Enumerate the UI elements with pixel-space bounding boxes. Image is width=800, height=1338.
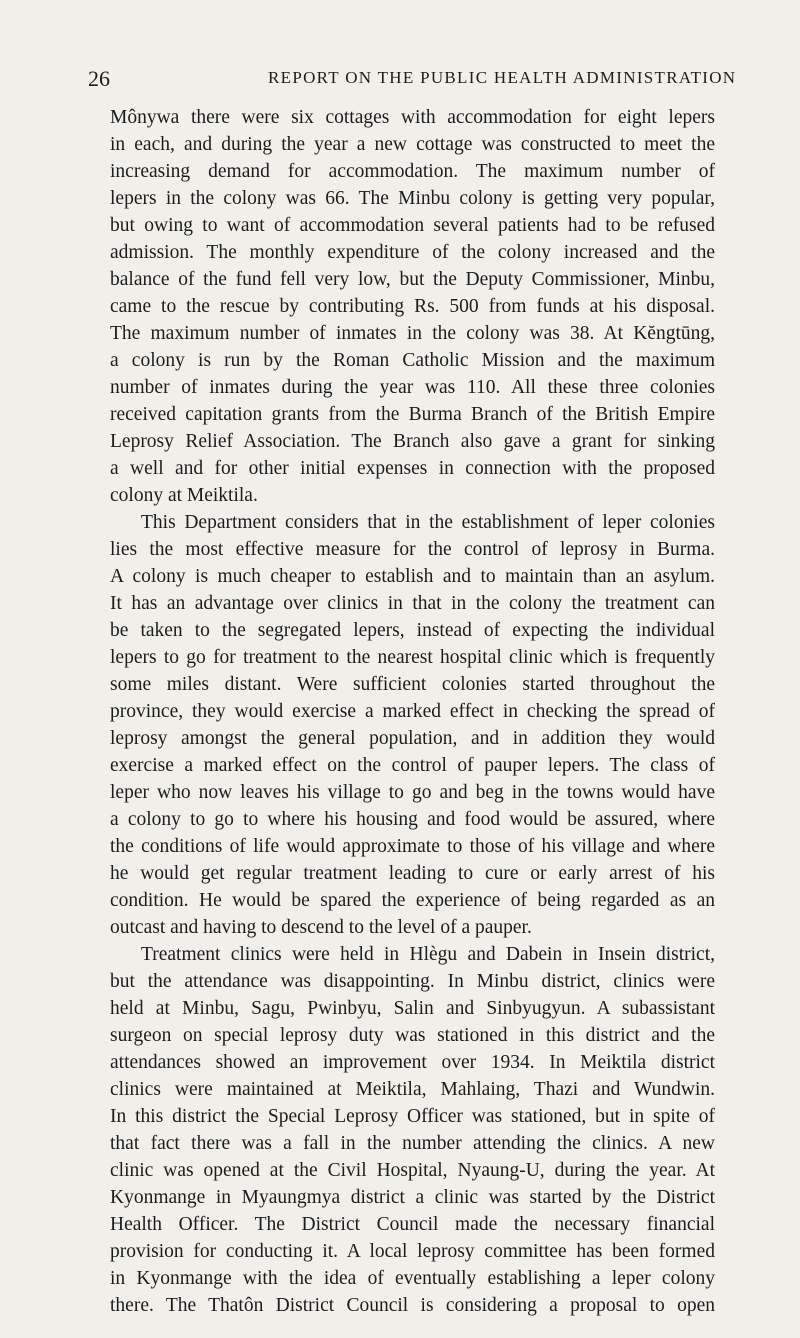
- text-line: attendances showed an improvement over 1934. In Meiktila district: [110, 1052, 715, 1073]
- text-line: exercise a marked effect on the control of pauper lepers. The class of: [110, 755, 715, 776]
- page-number: 26: [88, 66, 110, 91]
- text-line: colony at Meiktila.: [110, 485, 258, 506]
- text-line: lepers in the colony was 66. The Minbu colony is getting very popular,: [110, 188, 715, 209]
- text-line: Mônywa there were six cottages with accommodation for eight lepers: [110, 107, 715, 128]
- text-line: clinic was opened at the Civil Hospital, Nyaung-U, during the year. At: [110, 1160, 715, 1181]
- text-line: It has an advantage over clinics in that in the colony the treatment can: [110, 593, 715, 614]
- text-line: but owing to want of accommodation several patients had to be refused: [110, 215, 715, 236]
- running-title: REPORT ON THE PUBLIC HEALTH ADMINISTRATION: [268, 68, 737, 87]
- text-line: provision for conducting it. A local leprosy committee has been formed: [110, 1241, 715, 1262]
- text-line: held at Minbu, Sagu, Pwinbyu, Salin and Sinbyugyun. A subassistant: [110, 998, 715, 1019]
- text-line: Kyonmange in Myaungmya district a clinic was started by the District: [110, 1187, 715, 1208]
- text-line: the conditions of life would approximate to those of his village and where: [110, 836, 715, 857]
- text-line: surgeon on special leprosy duty was stationed in this district and the: [110, 1025, 715, 1046]
- text-line: admission. The monthly expenditure of the colony increased and the: [110, 242, 715, 263]
- text-line: there. The Thatôn District Council is considering a proposal to open: [110, 1295, 715, 1316]
- text-line: This Department considers that in the establishment of leper colonies: [141, 512, 715, 533]
- text-line: Treatment clinics were held in Hlègu and Dabein in Insein district,: [141, 944, 715, 965]
- text-line: balance of the fund fell very low, but the Deputy Commissioner, Minbu,: [110, 269, 715, 290]
- text-line: outcast and having to descend to the level of a pauper.: [110, 917, 532, 938]
- text-line: he would get regular treatment leading to cure or early arrest of his: [110, 863, 715, 884]
- text-line: A colony is much cheaper to establish and to maintain than an asylum.: [110, 566, 715, 587]
- text-line: leper who now leaves his village to go and beg in the towns would have: [110, 782, 715, 803]
- text-line: In this district the Special Leprosy Officer was stationed, but in spite of: [110, 1106, 715, 1127]
- text-line: a colony is run by the Roman Catholic Mission and the maximum: [110, 350, 715, 371]
- text-line: a well and for other initial expenses in connection with the proposed: [110, 458, 715, 479]
- text-line: clinics were maintained at Meiktila, Mahlaing, Thazi and Wundwin.: [110, 1079, 715, 1100]
- text-line: number of inmates during the year was 110. All these three colonies: [110, 377, 715, 398]
- page-header: [0, 66, 800, 96]
- text-line: province, they would exercise a marked effect in checking the spread of: [110, 701, 715, 722]
- text-line: increasing demand for accommodation. The maximum number of: [110, 161, 715, 182]
- text-line: lepers to go for treatment to the nearest hospital clinic which is frequently: [110, 647, 715, 668]
- text-line: a colony to go to where his housing and food would be assured, where: [110, 809, 715, 830]
- text-line: Health Officer. The District Council made the necessary financial: [110, 1214, 715, 1235]
- text-line: received capitation grants from the Burma Branch of the British Empire: [110, 404, 715, 425]
- text-line: in Kyonmange with the idea of eventually establishing a leper colony: [110, 1268, 715, 1289]
- text-line: in each, and during the year a new cottage was constructed to meet the: [110, 134, 715, 155]
- text-line: Leprosy Relief Association. The Branch also gave a grant for sinking: [110, 431, 715, 452]
- text-line: came to the rescue by contributing Rs. 500 from funds at his disposal.: [110, 296, 715, 317]
- text-line: The maximum number of inmates in the colony was 38. At Kĕngtūng,: [110, 323, 715, 344]
- text-line: leprosy amongst the general population, and in addition they would: [110, 728, 715, 749]
- text-line: some miles distant. Were sufficient colonies started throughout the: [110, 674, 715, 695]
- text-line: condition. He would be spared the experience of being regarded as an: [110, 890, 715, 911]
- text-line: that fact there was a fall in the number attending the clinics. A new: [110, 1133, 715, 1154]
- text-line: but the attendance was disappointing. In Minbu district, clinics were: [110, 971, 715, 992]
- text-line: lies the most effective measure for the control of leprosy in Burma.: [110, 539, 715, 560]
- text-line: be taken to the segregated lepers, instead of expecting the individual: [110, 620, 715, 641]
